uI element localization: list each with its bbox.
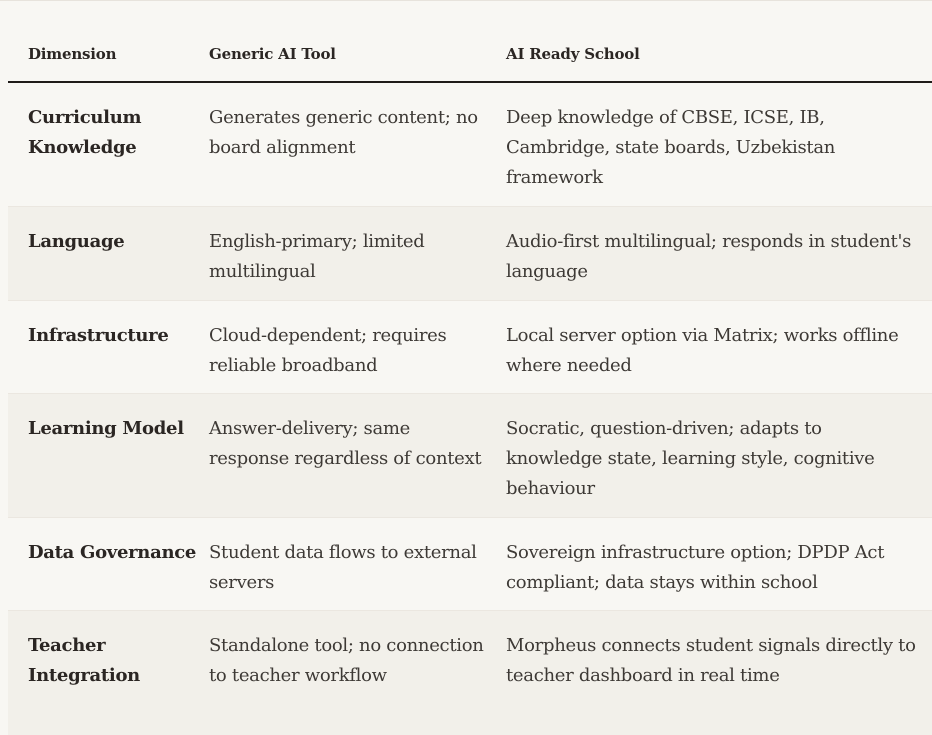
header-dimension: Dimension [28,45,117,63]
table-header-row [8,24,932,83]
ai-ready-cell: Morpheus connects student signals directly to teacher dashboard in real time [506,635,916,686]
generic-ai-cell: English-primary; limited multilingual [209,231,425,282]
ai-ready-cell: Sovereign infrastructure option; DPDP Act compliant; data stays within school [506,542,885,593]
header-generic-ai-tool: Generic AI Tool [209,45,336,63]
ai-ready-cell: Local server option via Matrix; works offline where needed [506,325,899,376]
ai-ready-cell: Deep knowledge of CBSE, ICSE, IB, Cambridge, state boards, Uzbekistan framework [506,107,836,188]
generic-ai-cell: Standalone tool; no connection to teacher workflow [209,635,484,686]
table-row [8,611,932,735]
dimension-cell: Infrastructure [28,325,169,346]
dimension-cell: Teacher Integration [28,635,140,686]
table-row [8,207,932,301]
generic-ai-cell: Student data flows to external servers [209,542,477,593]
ai-ready-cell: Audio-first multilingual; responds in student's language [506,231,912,282]
header-ai-ready-school: AI Ready School [506,45,640,63]
comparison-table [8,24,932,735]
generic-ai-cell: Cloud-dependent; requires reliable broadband [209,325,447,376]
table-row [8,301,932,394]
dimension-cell: Learning Model [28,418,184,439]
dimension-cell: Curriculum Knowledge [28,107,142,158]
dimension-cell: Language [28,231,125,252]
generic-ai-cell: Answer-delivery; same response regardless of context [209,418,482,469]
table-row [8,394,932,518]
table-row [8,518,932,611]
table-row [8,83,932,207]
generic-ai-cell: Generates generic content; no board alignment [209,107,478,158]
dimension-cell: Data Governance [28,542,197,563]
top-border [0,0,932,1]
ai-ready-cell: Socratic, question-driven; adapts to knowledge state, learning style, cognitive behaviour [506,418,875,499]
